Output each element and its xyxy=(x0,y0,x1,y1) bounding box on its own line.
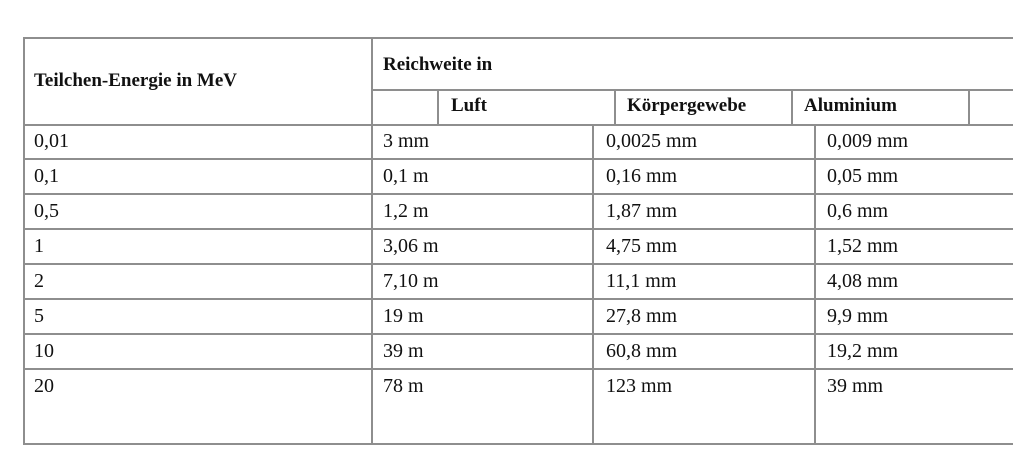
row-divider xyxy=(23,228,1013,230)
subheader-divider xyxy=(791,89,793,126)
table-cell-koerpergewebe: 1,87 mm xyxy=(606,200,678,222)
table-cell-aluminium: 19,2 mm xyxy=(827,340,899,362)
table-cell-koerpergewebe: 60,8 mm xyxy=(606,340,678,362)
column-divider xyxy=(592,124,594,445)
table-cell-luft: 39 m xyxy=(383,340,424,362)
row-divider xyxy=(23,368,1013,370)
row-divider xyxy=(23,193,1013,195)
table-cell-aluminium: 0,6 mm xyxy=(827,200,889,222)
subheader-divider xyxy=(968,89,970,126)
row-divider xyxy=(23,333,1013,335)
table-cell-luft: 0,1 m xyxy=(383,165,429,187)
table-cell-luft: 1,2 m xyxy=(383,200,429,222)
table-top-border xyxy=(23,37,1013,39)
column-divider xyxy=(814,124,816,445)
table-cell-energy: 5 xyxy=(34,305,44,327)
table-cell-koerpergewebe: 11,1 mm xyxy=(606,270,677,292)
energy-column-divider xyxy=(371,37,373,445)
table-cell-koerpergewebe: 123 mm xyxy=(606,375,673,397)
subheader-divider xyxy=(614,89,616,126)
table-cell-luft: 7,10 m xyxy=(383,270,439,292)
table-cell-aluminium: 39 mm xyxy=(827,375,884,397)
table-cell-energy: 20 xyxy=(34,375,54,397)
table-cell-aluminium: 1,52 mm xyxy=(827,235,899,257)
table-cell-energy: 0,1 xyxy=(34,165,59,187)
table-cell-aluminium: 0,05 mm xyxy=(827,165,899,187)
table-cell-koerpergewebe: 0,0025 mm xyxy=(606,130,698,152)
table-cell-energy: 10 xyxy=(34,340,54,362)
table-cell-luft: 19 m xyxy=(383,305,424,327)
table-cell-luft: 78 m xyxy=(383,375,424,397)
table-cell-energy: 0,5 xyxy=(34,200,59,222)
table-cell-aluminium: 4,08 mm xyxy=(827,270,899,292)
header-bottom-border xyxy=(23,124,1013,126)
row-divider xyxy=(23,158,1013,160)
subheader-top-border xyxy=(371,89,1013,91)
subheader-luft: Luft xyxy=(451,95,487,116)
table-cell-luft: 3 mm xyxy=(383,130,430,152)
table-cell-aluminium: 0,009 mm xyxy=(827,130,909,152)
table-bottom-border xyxy=(23,443,1013,445)
table-cell-koerpergewebe: 27,8 mm xyxy=(606,305,678,327)
table-cell-energy: 0,01 xyxy=(34,130,69,152)
subheader-divider xyxy=(437,89,439,126)
range-header: Reichweite in xyxy=(383,54,493,75)
table-cell-aluminium: 9,9 mm xyxy=(827,305,889,327)
subheader-koerpergewebe: Körpergewebe xyxy=(627,95,747,116)
subheader-aluminium: Aluminium xyxy=(804,95,897,116)
table-cell-energy: 2 xyxy=(34,270,44,292)
table-cell-koerpergewebe: 4,75 mm xyxy=(606,235,678,257)
table-cell-koerpergewebe: 0,16 mm xyxy=(606,165,678,187)
energy-header: Teilchen-Energie in MeV xyxy=(34,70,237,91)
row-divider xyxy=(23,298,1013,300)
row-divider xyxy=(23,263,1013,265)
table-cell-luft: 3,06 m xyxy=(383,235,439,257)
table-cell-energy: 1 xyxy=(34,235,44,257)
table-left-border xyxy=(23,37,25,445)
